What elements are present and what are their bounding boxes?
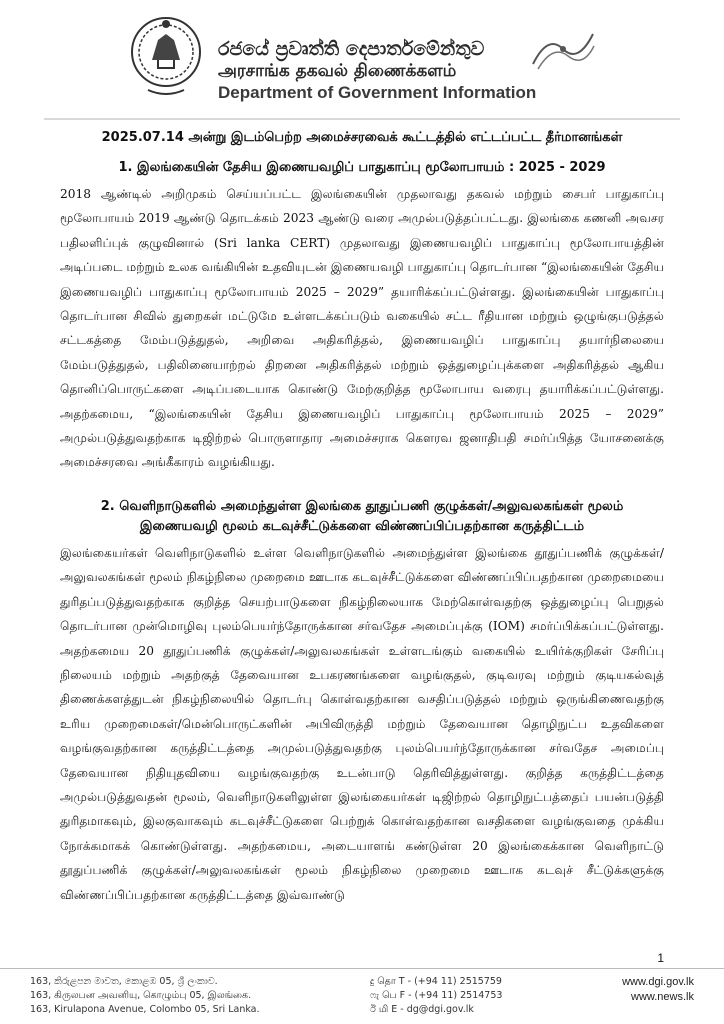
footer-address bbox=[30, 975, 260, 1017]
section-2-heading: 2. வெளிநாடுகளில் அமைந்துள்ள இலங்கை தூதுப்பணி குழுக்கள்/அலுவலகங்கள் மூலம் இணையவழி மூலம் கடவுச்சீட்டுக்களை விண்ணப்பிப்பதற்கான கருத்திட்டம் bbox=[100, 499, 624, 534]
letterhead bbox=[128, 10, 598, 106]
page-number: 1 bbox=[657, 951, 664, 965]
fax-number: ෆැ பெ F - (+94 11) 2514753 bbox=[370, 990, 503, 1001]
phone-number: දු தொ T - (+94 11) 2515759 bbox=[370, 976, 502, 987]
address-sinhala: 163, කිරුළපන මාවත, කොළඹ 05, ශ්‍රී ලංකාව. bbox=[30, 976, 218, 987]
email-address: ඊ மி E - dg@dgi.gov.lk bbox=[370, 1004, 474, 1015]
document-title: 2025.07.14 அன்று இடம்பெற்ற அமைச்சரவைக் கூட்டத்தில் எட்டப்பட்ட தீர்மானங்கள் bbox=[101, 130, 623, 145]
section-1-body: 2018 ஆண்டில் அறிமுகம் செய்யப்பட்ட இலங்கையின் முதலாவது தகவல் மற்றும் சைபர் பாதுகாப்பு மூலோபாயம் 2019 ஆண்டு தொடக்கம் 2023 ஆண்டு வரை அமுல்படுத்தப்பட்டது. இலங்கை கணனி அவசர பதிலளிப்புக் குழுவினால் (Sri lanka CERT) முதலாவது இணையவழிப் பாதுகாப்பு மூலோபாயத்தின் அடிப்படை மற்றும் உலக வங்கியின் உதவியுடன் இணையவழி பாதுகாப்பு தொடர்பான “இலங்கையின் தேசிய இணையவழிப் பாதுகாப்பு மூலோபாயம் 2025 – 2029” தயாரிக்கப்பட்டுள்ளது. இலங்கையின் பாதுகாப்பு தொடர்பான சிவில் துறைகள் மட்டுமே உள்ளடக்கப்படும் வகையில் சட்ட ரீதியான மற்றும் ஒழுங்குபடுத்தல் சட்டகத்தை மேம்படுத்துதல், அறிவை அதிகரித்தல், இணையவழிப் பாதுகாப்பு தயார்நிலையை மேம்படுத்துதல், பதிலினையாற்றல் திறனை அதிகரித்தல் மற்றும் ஒத்துழைப்புக்களை அதிகரித்தல் ஆகிய தொனிப்பொருட்களை அடிப்படையாக கொண்டு மேற்குறித்த மூலோபாய வரைபு தயாரிக்கப்பட்டுள்ளது. அதற்கமைய, “இலங்கையின் தேசிய இணையவழிப் பாதுகாப்பு மூலோபாயம் 2025 – 2029” அமுல்படுத்துவதற்காக டிஜிற்றல் பொருளாதார அமைச்சராக கௌரவ ஜனாதிபதி சமர்ப்பித்த யோசனைக்கு அமைச்சரவை அங்கீகாரம் வழங்கியது. bbox=[60, 187, 664, 470]
department-names bbox=[218, 38, 536, 104]
department-name-english: Department of Government Information bbox=[218, 83, 537, 102]
section-2-body: இலங்கையர்கள் வெளிநாடுகளில் உள்ள வெளிநாடுகளில் அமைந்துள்ள இலங்கை தூதுப்பணிக் குழுக்கள்/அலுவலகங்கள் மூலம் நிகழ்நிலை முறைமை ஊடாக கடவுச்சீட்டுக்களை விண்ணப்பிப்பதற்கான முறைமையை துரிதப்படுத்துவதற்காக குறித்த செயற்பாடுகளை நிகழ்நிலையாக மேற்கொள்வதற்கு ஒத்துழைப்பு பெறுதல் தொடர்பான முன்மொழிவு புலம்பெயர்ந்தோருக்கான சர்வதேச அமைப்புக்கு (IOM) சமர்ப்பிக்கப்பட்டுள்ளது. அதற்கமைய 20 தூதுப்பணிக் குழுக்கள்/அலுவலகங்கள் உள்ளடங்கும் வகையில் உயிர்க்குறிகள் சேரிப்பு நிலையம் மற்றும் அதற்குத் தேவையான உபகரணங்களை வழங்குதல், குடிவரவு மற்றும் குடியகல்வுத் திணைக்களத்துடன் நிகழ்நிலையில் தொடர்பு கொள்வதற்கான வசதிப்படுத்தல் மற்றும் ஒருங்கிணைவதற்கு உரிய முறைமைகள்/மென்பொருட்களின் அபிவிருத்தி மற்றும் தேவையான தொழிநுட்ப உதவிகளை வழங்குவதற்கான கருத்திட்டத்தை அமுல்படுத்துவதற்கு புலம்பெயர்ந்தோருக்கான சர்வதேச அமைப்பு தேவையான நிதியுதவியை வழங்குவதற்கு உடன்பாடு தெரிவித்துள்ளது. குறித்த கருத்திட்டத்தை அமுல்படுத்துவதன் மூலம், வெளிநாடுகளிலுள்ள இலங்கையர்கள் டிஜிற்றல் தொழிநுட்பத்தைப் பயன்படுத்தி துரிதமாகவும், இலகுவாகவும் கடவுச்சீட்டுகளை பெற்றுக் கொள்வதற்கான வசதிகளை வழங்குவதை முக்கிய நோக்கமாகக் கொண்டுள்ளது. அதற்கமைய, அடையாளங் கண்டுள்ள 20 இலங்கைக்கான வெளிநாட்டு தூதுப்பணிக் குழுக்கள்/அலுவலகங்கள் மூலம் நிகழ்நிலை முறைமை ஊடாக கடவுச் சீட்டுக்களுக்கு விண்ணப்பிப்பதற்கான கருத்திட்டத்தை இவ்வாண்டு bbox=[60, 546, 664, 902]
section-1-heading: 1. இலங்கையின் தேசிய இணையவழிப் பாதுகாப்பு மூலோபாயம் : 2025 - 2029 bbox=[118, 160, 606, 175]
header-divider bbox=[44, 118, 680, 120]
decorative-ornament-icon bbox=[528, 24, 598, 74]
national-emblem-icon bbox=[128, 10, 204, 102]
address-english: 163, Kirulapona Avenue, Colombo 05, Sri Lanka. bbox=[30, 1004, 260, 1015]
department-name-tamil: அரசாங்க தகவல் திணைக்களம் bbox=[218, 61, 457, 81]
footer-divider bbox=[0, 968, 724, 969]
address-tamil: 163, கிருலபன அவனியு, கொழும்பு 05, இலங்கை. bbox=[30, 990, 252, 1001]
website-news: www.news.lk bbox=[631, 991, 694, 1003]
footer-websites bbox=[622, 975, 694, 1005]
department-name-sinhala: රජයේ ප්‍රවෘත්ති දෙපාර්තමේන්තුව bbox=[218, 38, 485, 60]
footer-contacts bbox=[370, 975, 502, 1017]
website-dgi: www.dgi.gov.lk bbox=[622, 976, 694, 988]
